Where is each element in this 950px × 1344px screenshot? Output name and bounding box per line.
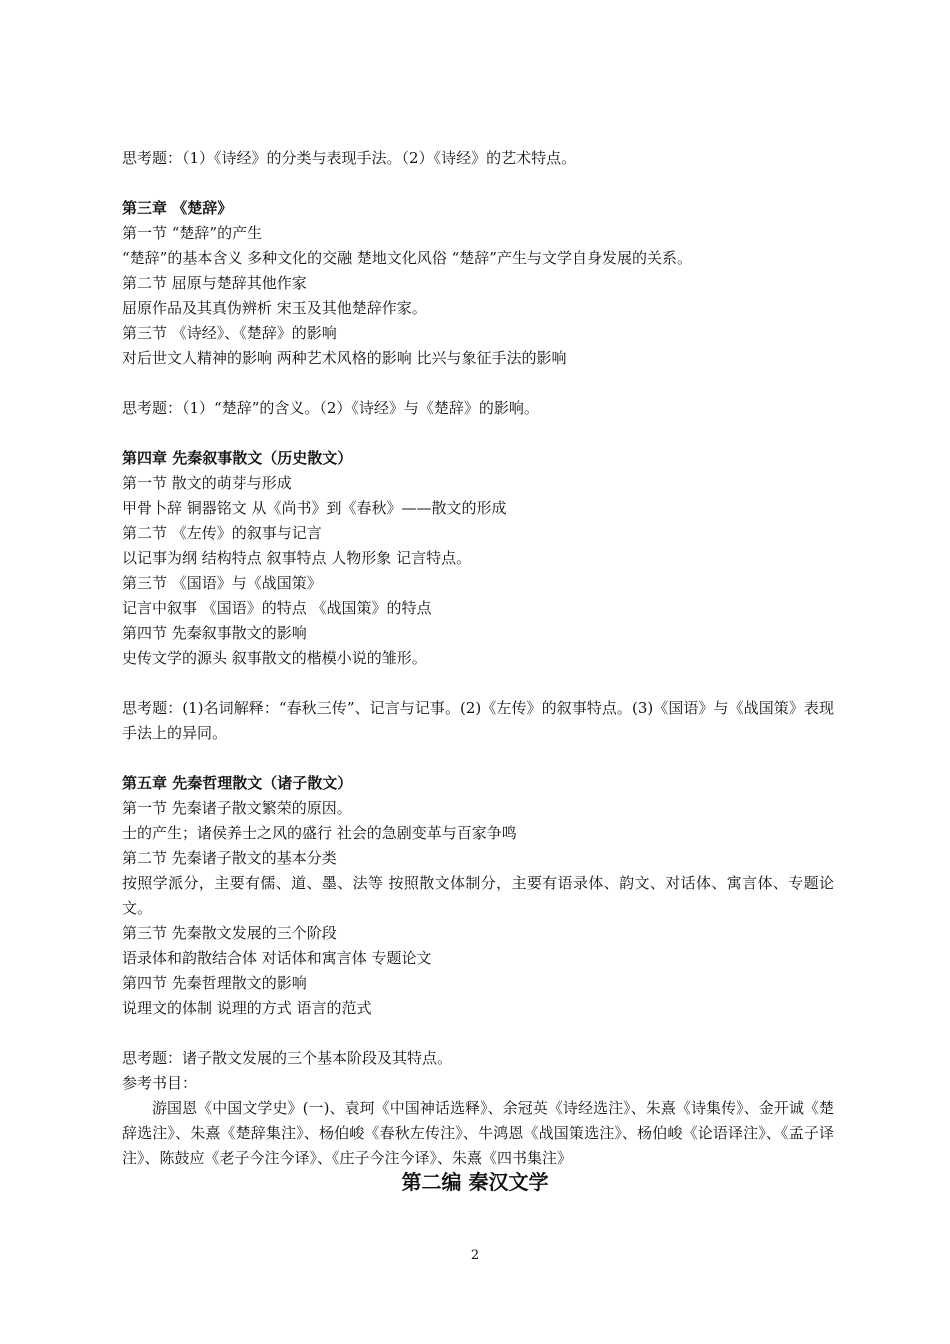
chapter5-section2-title: 第二节 先秦诸子散文的基本分类 <box>122 849 337 867</box>
spacer <box>122 1021 834 1046</box>
chapter5-section4-title: 第四节 先秦哲理散文的影响 <box>122 974 307 992</box>
chapter3-section3-content: 对后世文人精神的影响 两种艺术风格的影响 比兴与象征手法的影响 <box>122 349 567 367</box>
references-content: 游国恩《中国文学史》(一)、袁珂《中国神话选释》、余冠英《诗经选注》、朱熹《诗集传》、金开诚《楚辞选注》、朱熹《楚辞集注》、杨伯峻《春秋左传注》、牛鸿恩《战国策选注》、杨伯峻《论语译注》、《孟子译注》、陈鼓应《老子今注今译》、《庄子今注今译》、朱熹《四书集注》 <box>122 1099 834 1167</box>
spacer <box>122 171 834 196</box>
spacer <box>122 671 834 696</box>
references-label: 参考书目： <box>122 1074 198 1092</box>
chapter5-section4-content: 说理文的体制 说理的方式 语言的范式 <box>122 999 372 1017</box>
chapter3-section3-title: 第三节 《诗经》、《楚辞》的影响 <box>122 324 337 342</box>
chapter4-section1-content: 甲骨卜辞 铜器铭文 从《尚书》到《春秋》——散文的形成 <box>122 499 507 517</box>
chapter3-questions: 思考题：（1）“楚辞”的含义。（2）《诗经》与《楚辞》的影响。 <box>122 399 539 417</box>
chapter4-title: 第四章 先秦叙事散文（历史散文） <box>122 449 353 467</box>
chapter4-section4-content: 史传文学的源头 叙事散文的楷模小说的雏形。 <box>122 649 427 667</box>
chapter4-section3-title: 第三节 《国语》与《战国策》 <box>122 574 322 592</box>
chapter5-section1-content: 士的产生；诸侯养士之风的盛行 社会的急剧变革与百家争鸣 <box>122 824 517 842</box>
chapter5-section3-content: 语录体和韵散结合体 对话体和寓言体 专题论文 <box>122 949 432 967</box>
spacer <box>122 746 834 771</box>
chapter3-section1-content: “楚辞”的基本含义 多种文化的交融 楚地文化风俗 “楚辞”产生与文学自身发展的关系。 <box>122 249 692 267</box>
chapter5-section1-title: 第一节 先秦诸子散文繁荣的原因。 <box>122 799 352 817</box>
chapter4-questions: 思考题：(1)名词解释：“春秋三传”、记言与记事。(2)《左传》的叙事特点。(3)《国语》与《战国策》表现手法上的异同。 <box>122 699 834 742</box>
part-title: 第二编 秦汉文学 <box>401 1170 549 1194</box>
chapter4-section2-content: 以记事为纲 结构特点 叙事特点 人物形象 记言特点。 <box>122 549 472 567</box>
chapter2-questions: 思考题：（1）《诗经》的分类与表现手法。（2）《诗经》的艺术特点。 <box>122 149 577 167</box>
chapter5-title: 第五章 先秦哲理散文（诸子散文） <box>122 774 353 792</box>
page-number: 2 <box>470 1248 480 1263</box>
chapter4-section1-title: 第一节 散文的萌芽与形成 <box>122 474 292 492</box>
chapter3-section1-title: 第一节 “楚辞”的产生 <box>122 224 263 242</box>
chapter4-section3-content: 记言中叙事 《国语》的特点 《战国策》的特点 <box>122 599 432 617</box>
chapter3-section2-title: 第二节 屈原与楚辞其他作家 <box>122 274 307 292</box>
spacer <box>122 371 834 396</box>
chapter5-section2-content: 按照学派分，主要有儒、道、墨、法等 按照散文体制分，主要有语录体、韵文、对话体、寓言体、专题论文。 <box>122 874 834 917</box>
chapter3-title: 第三章 《楚辞》 <box>122 199 233 217</box>
chapter4-section4-title: 第四节 先秦叙事散文的影响 <box>122 624 307 642</box>
spacer <box>122 421 834 446</box>
document-body <box>122 146 834 1171</box>
chapter4-section2-title: 第二节 《左传》的叙事与记言 <box>122 524 322 542</box>
chapter3-section2-content: 屈原作品及其真伪辨析 宋玉及其他楚辞作家。 <box>122 299 427 317</box>
chapter5-questions: 思考题：诸子散文发展的三个基本阶段及其特点。 <box>122 1049 453 1067</box>
chapter5-section3-title: 第三节 先秦散文发展的三个阶段 <box>122 924 337 942</box>
